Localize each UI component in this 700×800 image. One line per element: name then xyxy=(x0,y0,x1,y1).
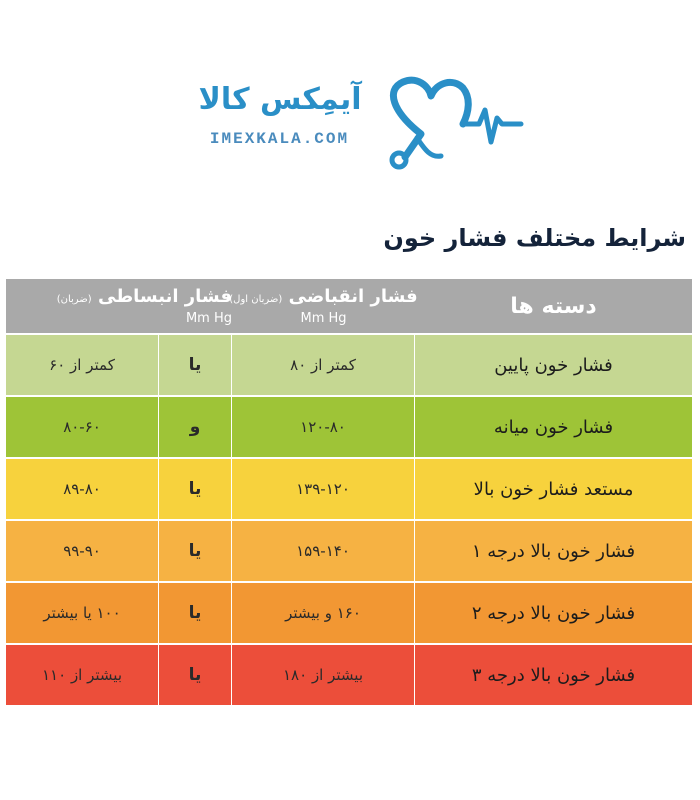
conjunction-cell: یا xyxy=(158,645,232,705)
blood-pressure-table xyxy=(6,279,692,699)
systolic-cell: بیشتر از ۱۸۰ xyxy=(232,645,415,705)
table-row xyxy=(6,459,692,519)
conjunction-cell: یا xyxy=(158,335,232,395)
systolic-cell: کمتر از ۸۰ xyxy=(232,335,415,395)
diastolic-unit: Mm Hg xyxy=(185,311,232,326)
category-cell: فشار خون میانه xyxy=(493,416,614,438)
systolic-header xyxy=(229,279,418,333)
conjunction-cell: و xyxy=(158,397,232,457)
systolic-header-label: فشار انقباضی (ضربان اول) xyxy=(229,286,418,307)
table-header xyxy=(6,279,692,333)
category-cell: فشار خون بالا درجه ۲ xyxy=(471,602,636,624)
category-cell: فشار خون بالا درجه ۳ xyxy=(471,664,636,686)
systolic-cell: ۱۵۹-۱۴۰ xyxy=(232,521,415,581)
systolic-cell: ۱۲۰-۸۰ xyxy=(232,397,415,457)
diastolic-header xyxy=(6,279,232,333)
diastolic-cell: ۸۹-۸۰ xyxy=(63,480,101,498)
table-row xyxy=(6,521,692,581)
table-row xyxy=(6,335,692,395)
diastolic-cell: ۱۰۰ یا بیشتر xyxy=(43,604,121,622)
diastolic-cell: ۹۹-۹۰ xyxy=(63,542,101,560)
page-title: شرایط مختلف فشار خون xyxy=(383,224,686,252)
systolic-cell: ۱۳۹-۱۲۰ xyxy=(232,459,415,519)
diastolic-cell: ۸۰-۶۰ xyxy=(63,418,101,436)
diastolic-cell: بیشتر از ۱۱۰ xyxy=(42,666,123,684)
heart-stethoscope-icon xyxy=(375,72,525,172)
conjunction-cell: یا xyxy=(158,583,232,643)
table-row xyxy=(6,645,692,705)
conjunction-cell: یا xyxy=(158,521,232,581)
table-row xyxy=(6,397,692,457)
conjunction-cell: یا xyxy=(158,459,232,519)
systolic-unit: Mm Hg xyxy=(300,311,347,326)
systolic-cell: ۱۶۰ و بیشتر xyxy=(232,583,415,643)
category-cell: مستعد فشار خون بالا xyxy=(473,478,634,500)
diastolic-cell: کمتر از ۶۰ xyxy=(49,356,115,374)
category-header: دسته ها xyxy=(510,293,597,319)
brand-name-fa: آیمِکس کالا xyxy=(198,82,362,117)
category-cell: فشار خون بالا درجه ۱ xyxy=(471,540,636,562)
diastolic-header-label: فشار انبساطی (ضربان) xyxy=(56,286,232,307)
brand-logo xyxy=(170,62,550,182)
brand-name-en: IMEXKALA.COM xyxy=(209,130,350,148)
category-cell: فشار خون پایین xyxy=(494,354,613,376)
table-row xyxy=(6,583,692,643)
